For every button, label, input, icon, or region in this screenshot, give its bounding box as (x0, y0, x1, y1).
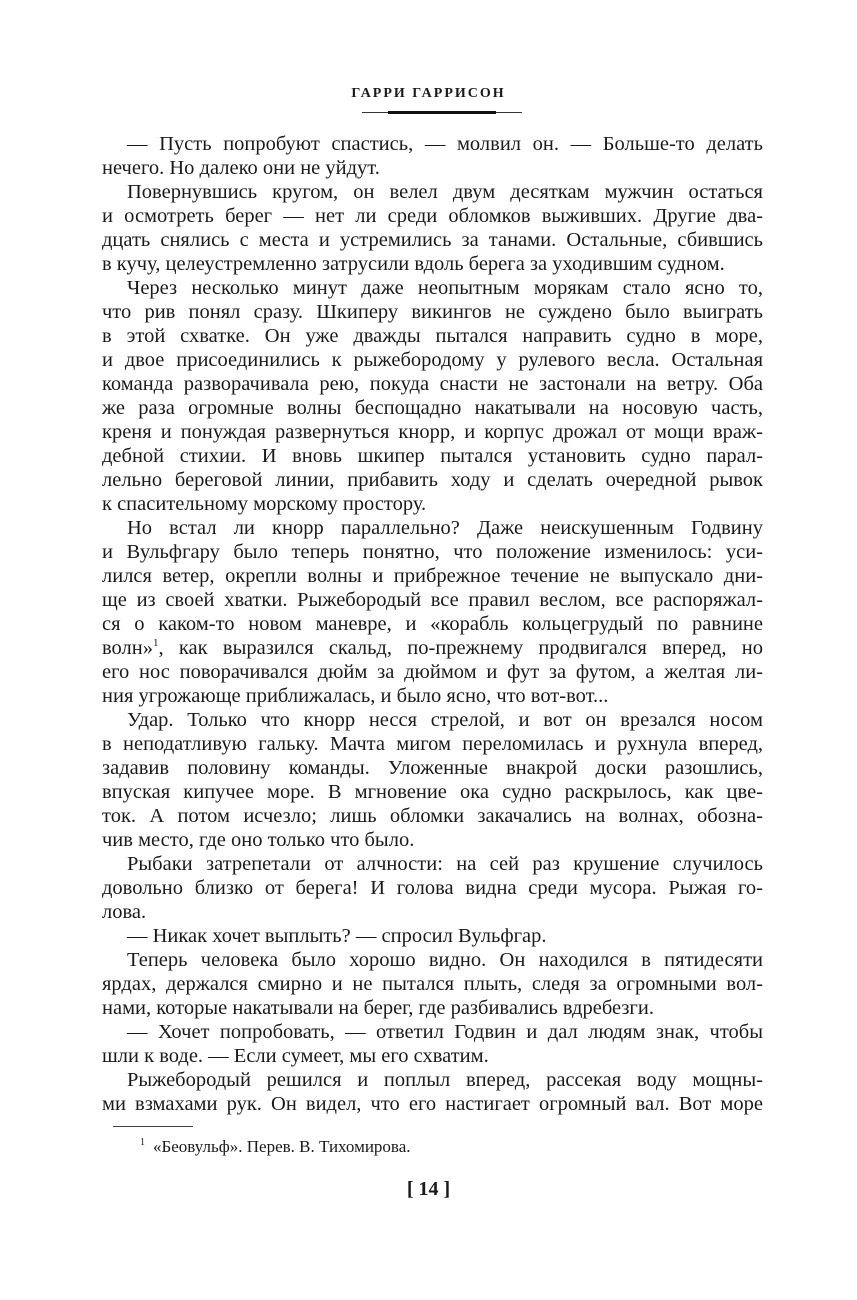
text-line: его нос поворачивался дюйм за дюймом и фут за футом, а желтая ли- (102, 661, 763, 683)
text-line: в неподатливую гальку. Мачта мигом переломилась и рухнула вперед, (102, 733, 763, 755)
text-line: — Пусть попробуют спастись, — молвил он. — Больше-то делать (127, 133, 763, 155)
text-line: и осмотреть берег — нет ли среди обломков выживших. Другие два- (102, 205, 763, 227)
text-line: команда разворачивала рею, покуда снасти не застонали на ветру. Оба (102, 373, 763, 395)
text-line: и Вульфгару было теперь понятно, что положение изменилось: уси- (102, 541, 763, 563)
text-line: чив место, где оно только что было. (102, 829, 415, 851)
text-line: Рыбаки затрепетали от алчности: на сей раз крушение случилось (127, 853, 763, 875)
running-title: ГАРРИ ГАРРИСОН (351, 86, 506, 101)
text-line: ще из своей хватки. Рыжебородый все правил веслом, все распоряжал- (102, 589, 763, 611)
text-line: в кучу, целеустремленно затрусили вдоль берега за уходившим судном. (102, 253, 725, 275)
paragraph (102, 132, 763, 180)
text-line: и двое присоединились к рыжебородому у рулевого весла. Остальная (102, 349, 763, 371)
paragraph (102, 948, 763, 1020)
paragraph (102, 180, 763, 276)
text-line: ния угрожающе приближалась, и было ясно, что вот-вот... (102, 685, 609, 707)
text-line: Через несколько минут даже неопытным морякам стало ясно то, (127, 277, 763, 299)
text-line: что рив понял сразу. Шкиперу викингов не суждено было выиграть (102, 301, 763, 323)
text-line: дебной стихии. И вновь шкипер пытался установить судно парал- (102, 445, 763, 467)
text-line: нами, которые накатывали на берег, где разбивались вдребезги. (102, 997, 654, 1019)
text-line: довольно близко от берега! И голова видна среди мусора. Рыжая го- (102, 877, 763, 899)
text-line: лова. (102, 901, 147, 923)
paragraph (102, 1020, 763, 1068)
text-segment: волн» (102, 637, 153, 659)
text-line: шли к воде. — Если сумеет, мы его схватим. (102, 1045, 489, 1067)
text-line: Теперь человека было хорошо видно. Он находился в пятидесяти (127, 949, 763, 971)
footnote-reference[interactable]: 1 (152, 637, 159, 650)
footnote-marker: 1 (140, 1137, 145, 1149)
body-text (102, 132, 763, 1116)
text-line: ярдах, держался смирно и не пытался плыть, следя за огромными вол- (102, 973, 763, 995)
paragraph (102, 708, 763, 852)
text-line: креня и понуждая развернуться кнорр, и корпус дрожал от мощи враж- (102, 421, 763, 443)
text-line: ток. А потом исчезло; лишь обломки закачались на волнах, обозна- (102, 805, 763, 827)
paragraph (102, 852, 763, 924)
text-line: Но встал ли кнорр параллельно? Даже неискушенным Годвину (127, 517, 763, 539)
text-line: к спасительному морскому простору. (102, 493, 427, 515)
text-line: впуская кипучее море. В мгновение ока судно раскрылось, как цве- (102, 781, 763, 803)
text-line: лельно береговой линии, прибавить ходу и сделать очередной рывок (102, 469, 763, 491)
footnote-text: «Беовульф». Перев. В. Тихомирова. (153, 1137, 411, 1156)
text-line: в этой схватке. Он уже дважды пытался направить судно в море, (102, 325, 763, 347)
text-segment: , как выразился скальд, по-прежнему продвигался вперед, но (158, 637, 763, 659)
text-line: Повернувшись кругом, он велел двум десяткам мужчин остаться (127, 181, 763, 203)
text-line: Рыжебородый решился и поплыл вперед, рассекая воду мощны- (127, 1069, 763, 1091)
paragraph (102, 1068, 763, 1116)
text-line: Удар. Только что кнорр несся стрелой, и вот он врезался носом (127, 709, 763, 731)
text-line: же раза огромные волны беспощадно накатывали на носовую часть, (102, 397, 763, 419)
text-line: лился ветер, окрепли волны и прибрежное течение не выпускало дни- (102, 565, 763, 587)
text-line: задавив половину команды. Уложенные внакрой доски разошлись, (102, 757, 763, 779)
text-line: — Хочет попробовать, — ответил Годвин и дал людям знак, чтобы (127, 1021, 763, 1043)
page-number: [ 14 ] (406, 1178, 451, 1200)
paragraph (102, 276, 763, 516)
text-line: нечего. Но далеко они не уйдут. (102, 157, 380, 179)
paragraph (102, 924, 763, 948)
footnote-rule (113, 1126, 193, 1127)
text-line: ми взмахами рук. Он видел, что его настигает огромный вал. Вот море (102, 1093, 763, 1115)
header-rule-accent (388, 111, 496, 114)
paragraph (102, 516, 763, 708)
text-line: — Никак хочет выплыть? — спросил Вульфгар. (127, 925, 547, 947)
text-line (102, 636, 763, 660)
footnote (140, 1137, 411, 1157)
text-line: дцать снялись с места и устремились за танами. Остальные, сбившись (102, 229, 763, 251)
text-line: ся о каком-то новом маневре, и «корабль кольцегрудый по равнине (102, 613, 763, 635)
